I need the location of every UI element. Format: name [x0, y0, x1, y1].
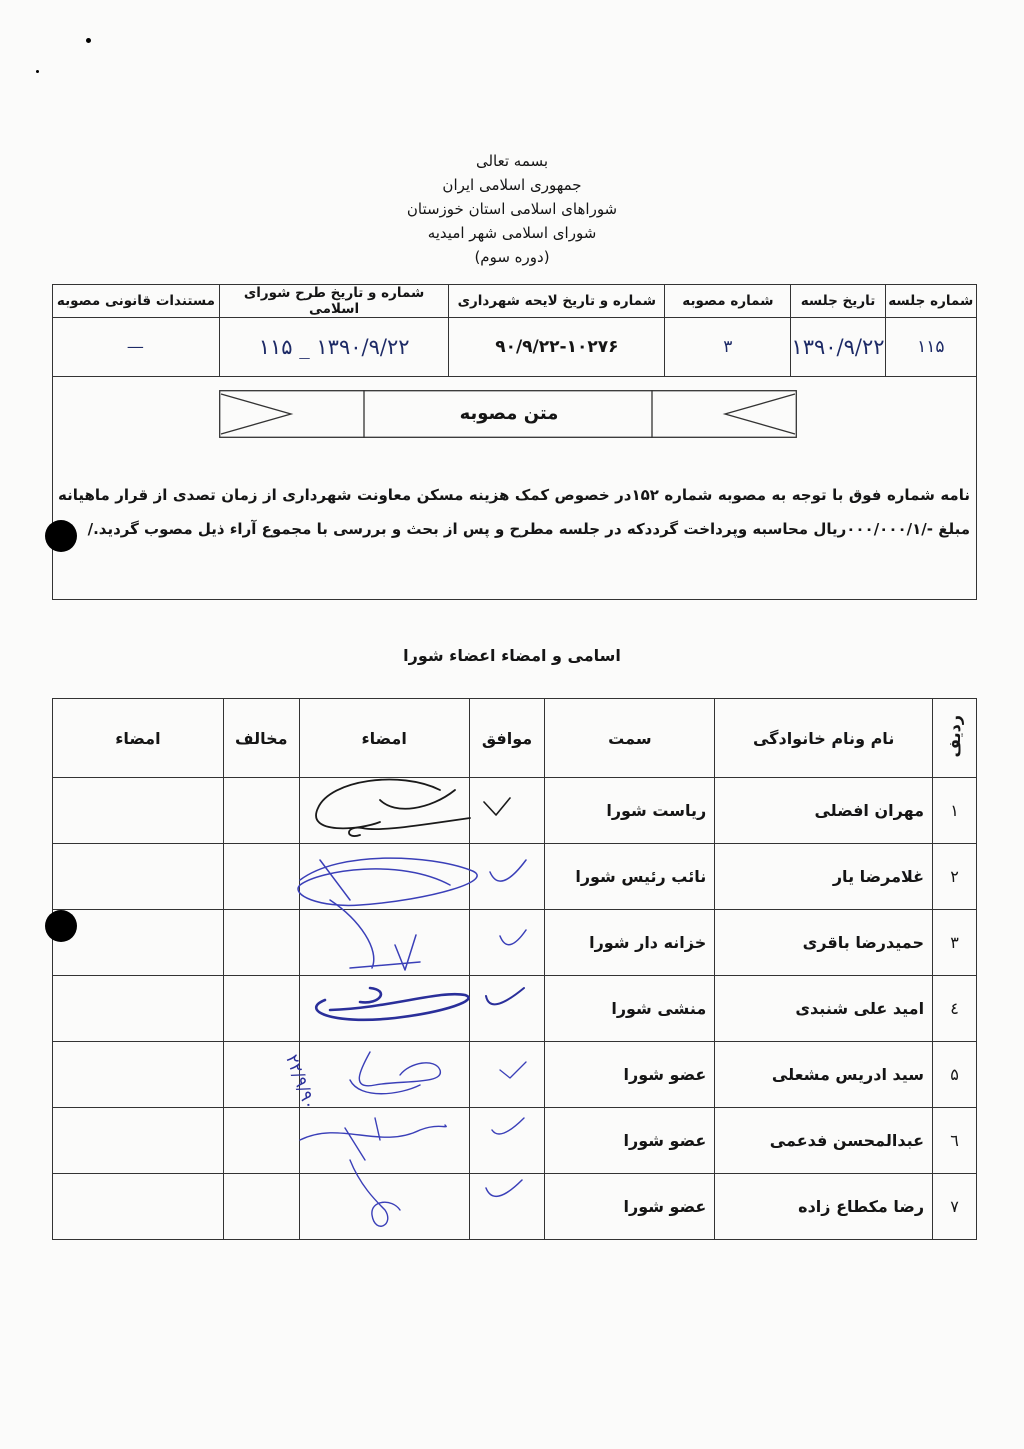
header-plan-no-date: شماره و تاریخ طرح شورای اسلامی: [219, 285, 449, 318]
resolution-no-value: ۳: [665, 318, 791, 377]
member-position: خزانه دار شورا: [545, 910, 715, 976]
header-legal-docs: مستندات قانونی مصوبه: [53, 285, 220, 318]
scan-speck: [36, 70, 39, 73]
agree-check-icon-2: [490, 860, 526, 881]
punch-hole-bottom: [45, 910, 77, 942]
agree-check-icon-4: [486, 988, 524, 1004]
resolution-text: نامه شماره فوق با توجه به مصوبه شماره ۱۵۲در خصوص کمک هزینه مسکن معاونت شهرداری از زمان تصدی از قرار ماهیانه مبلغ -/۰۰۰/۰۰۰/۱ریال محاسبه وپرداخت گردد‌که در جلسه مطرح و پس از بحث و بررسی با مجموع آراء ذیل مصوب گردید./: [58, 486, 970, 538]
signature-6: [300, 1118, 446, 1160]
signature-4: [316, 988, 468, 1020]
member-name: حمیدرضا باقری: [715, 910, 933, 976]
row-index: ٦: [933, 1108, 977, 1174]
member-name: سید ادریس مشعلی: [715, 1042, 933, 1108]
signature-3: [330, 900, 420, 970]
header-signature-2: امضاء: [53, 699, 224, 778]
header-session-no: شماره جلسه: [885, 285, 976, 318]
member-name: رضا مکطاع زاده: [715, 1174, 933, 1240]
member-position: عضو شورا: [545, 1042, 715, 1108]
session-no-value: ۱۱۵: [885, 318, 976, 377]
row-index: ۳: [933, 910, 977, 976]
agree-check-icon-3: [500, 930, 526, 945]
header-city-council: شورای اسلامی شهر امیدیه: [427, 224, 597, 242]
member-position: عضو شورا: [545, 1174, 715, 1240]
member-name: امید علی شنبدی: [715, 976, 933, 1042]
agree-check-icon-5: [500, 1062, 526, 1078]
member-position: منشی شورا: [545, 976, 715, 1042]
plan-no-date-value: ۱۳۹۰/۹/۲۲ _ ۱۱۵: [219, 318, 449, 377]
bill-no-date-value: ۹۰/۹/۲۲-۱۰۲۷۶: [449, 318, 665, 377]
header-term: (دوره سوم): [474, 248, 550, 266]
header-name: نام ونام خانوادگی: [715, 699, 933, 778]
row-index: ۱: [933, 778, 977, 844]
member-name: مهران افضلی: [715, 778, 933, 844]
signature-2: [298, 858, 477, 905]
member-position: نائب رئیس شورا: [545, 844, 715, 910]
signature-7: [350, 1160, 400, 1226]
resolution-title: متن مصوبه: [459, 403, 559, 424]
handwritten-date: ۲۲/۹/۹۰: [281, 1052, 320, 1113]
header-bill-no-date: شماره و تاریخ لایحه شهرداری: [449, 285, 665, 318]
member-name: عبدالمحسن فدعمی: [715, 1108, 933, 1174]
header-signature: امضاء: [299, 699, 469, 778]
member-name: غلامرضا یار: [715, 844, 933, 910]
legal-docs-value: —: [53, 318, 220, 377]
scan-speck: [86, 38, 91, 43]
members-title: اسامی و امضاء اعضاء شورا: [403, 646, 621, 665]
session-date-value: ۱۳۹۰/۹/۲۲: [791, 318, 885, 377]
header-provincial-councils: شوراهای اسلامی استان خوزستان: [406, 200, 618, 218]
header-basmala: بسمه تعالی: [475, 152, 549, 170]
member-position: ریاست شورا: [545, 778, 715, 844]
row-index: ۵: [933, 1042, 977, 1108]
signature-5: [350, 1052, 440, 1094]
agree-check-icon-7: [486, 1180, 522, 1196]
header-position: سمت: [545, 699, 715, 778]
row-index: ۷: [933, 1174, 977, 1240]
header-session-date: تاریخ جلسه: [791, 285, 885, 318]
header-republic: جمهوری اسلامی ایران: [442, 176, 582, 194]
agree-check-icon-6: [492, 1118, 524, 1134]
punch-hole-top: [45, 520, 77, 552]
header-resolution-no: شماره مصوبه: [665, 285, 791, 318]
agree-check-icon-1: [484, 798, 510, 815]
row-index: ٤: [933, 976, 977, 1042]
header-agree: موافق: [469, 699, 545, 778]
row-index: ۲: [933, 844, 977, 910]
signature-1: [316, 780, 470, 837]
header-row-no-label: ردیف: [945, 714, 965, 758]
member-position: عضو شورا: [545, 1108, 715, 1174]
header-oppose: مخالف: [223, 699, 299, 778]
